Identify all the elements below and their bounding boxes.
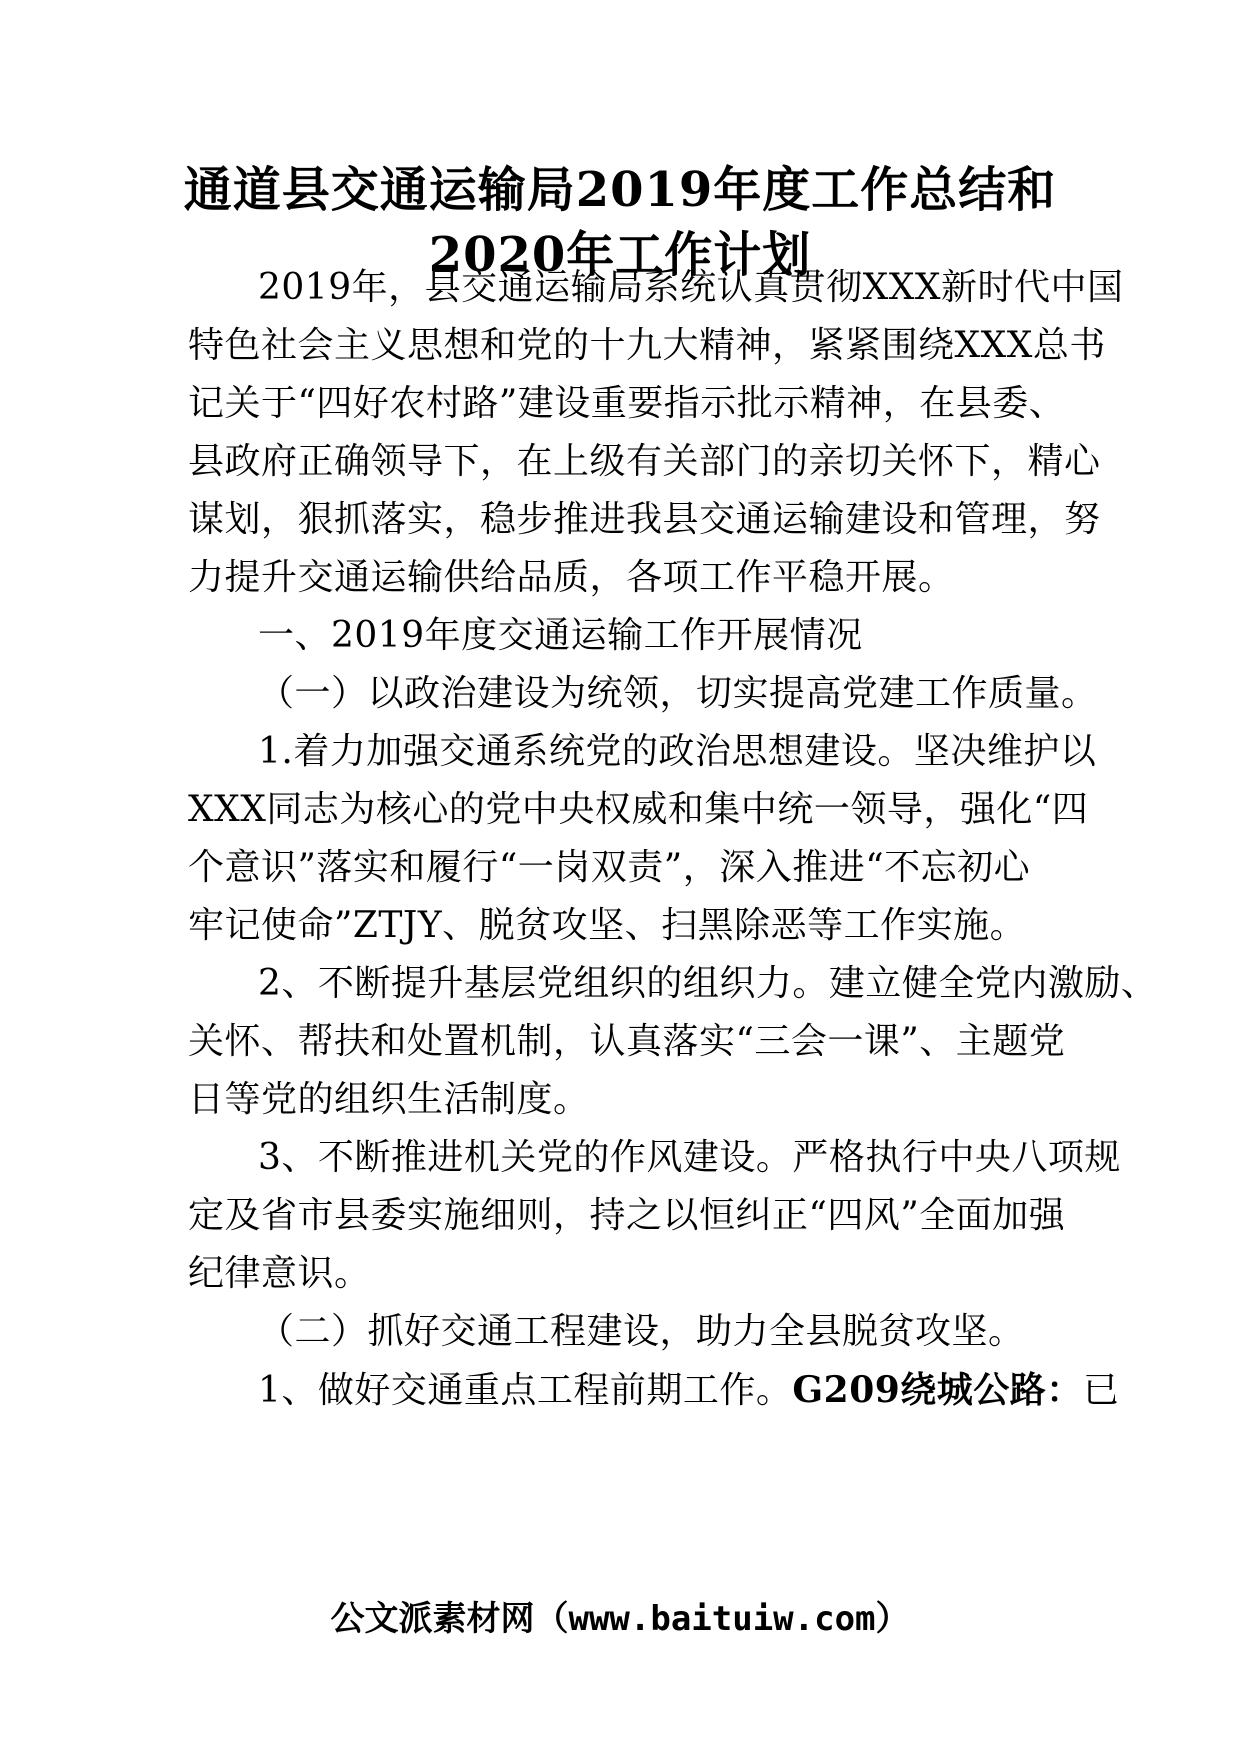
paragraph-line: 纪律意识。 xyxy=(188,1253,371,1294)
subsection-heading: （二）抓好交通工程建设，助力全县脱贫攻坚。 xyxy=(258,1311,1025,1352)
paragraph-line: 力提升交通运输供给品质，各项工作平稳开展。 xyxy=(188,557,955,598)
paragraph-line: 谋划，狠抓落实，稳步推进我县交通运输建设和管理，努 xyxy=(188,499,1101,540)
paragraph-line: 2、不断提升基层党组织的组织力。建立健全党内激励、 xyxy=(258,963,1158,1004)
paragraph-line: 2019年，县交通运输局系统认真贯彻XXX新时代中国 xyxy=(258,267,1124,308)
paragraph-line: 1.着力加强交通系统党的政治思想建设。坚决维护以 xyxy=(258,731,1097,772)
paragraph-text: 1、做好交通重点工程前期工作。 xyxy=(258,1370,793,1411)
paragraph-line: 特色社会主义思想和党的十九大精神，紧紧围绕XXX总书 xyxy=(188,325,1106,366)
paragraph-line: 3、不断推进机关党的作风建设。严格执行中央八项规 xyxy=(258,1137,1121,1178)
paragraph-line: 定及省市县委实施细则，持之以恒纠正“四风”全面加强 xyxy=(188,1195,1066,1236)
paragraph-line: 记关于“四好农村路”建设重要指示批示精神，在县委、 xyxy=(188,383,1066,424)
document-title-line-2: 2020年工作计划 xyxy=(428,227,812,283)
footer-watermark: 公文派素材网（www.baituiw.com） xyxy=(330,1599,910,1639)
section-heading: 一、2019年度交通运输工作开展情况 xyxy=(258,615,863,656)
paragraph-line: XXX同志为核心的党中央权威和集中统一领导，强化“四 xyxy=(188,789,1089,830)
paragraph-line: 个意识”落实和履行“一岗双责”，深入推进“不忘初心 xyxy=(188,847,1031,888)
paragraph-line: 关怀、帮扶和处置机制，认真落实“三会一课”、主题党 xyxy=(188,1021,1066,1062)
paragraph-line: 县政府正确领导下，在上级有关部门的亲切关怀下，精心 xyxy=(188,441,1101,482)
paragraph-line-mixed xyxy=(258,1368,1119,1413)
bold-emphasis: G209绕城公路： xyxy=(792,1369,1083,1411)
document-title-line-1: 通道县交通运输局2019年度工作总结和 xyxy=(183,162,1057,218)
paragraph-line: 日等党的组织生活制度。 xyxy=(188,1079,590,1120)
paragraph-line: 牢记使命”ZTJY、脱贫攻坚、扫黑除恶等工作实施。 xyxy=(188,905,1027,946)
paragraph-text: 已 xyxy=(1082,1370,1120,1411)
subsection-heading: （一）以政治建设为统领，切实提高党建工作质量。 xyxy=(258,673,1098,714)
